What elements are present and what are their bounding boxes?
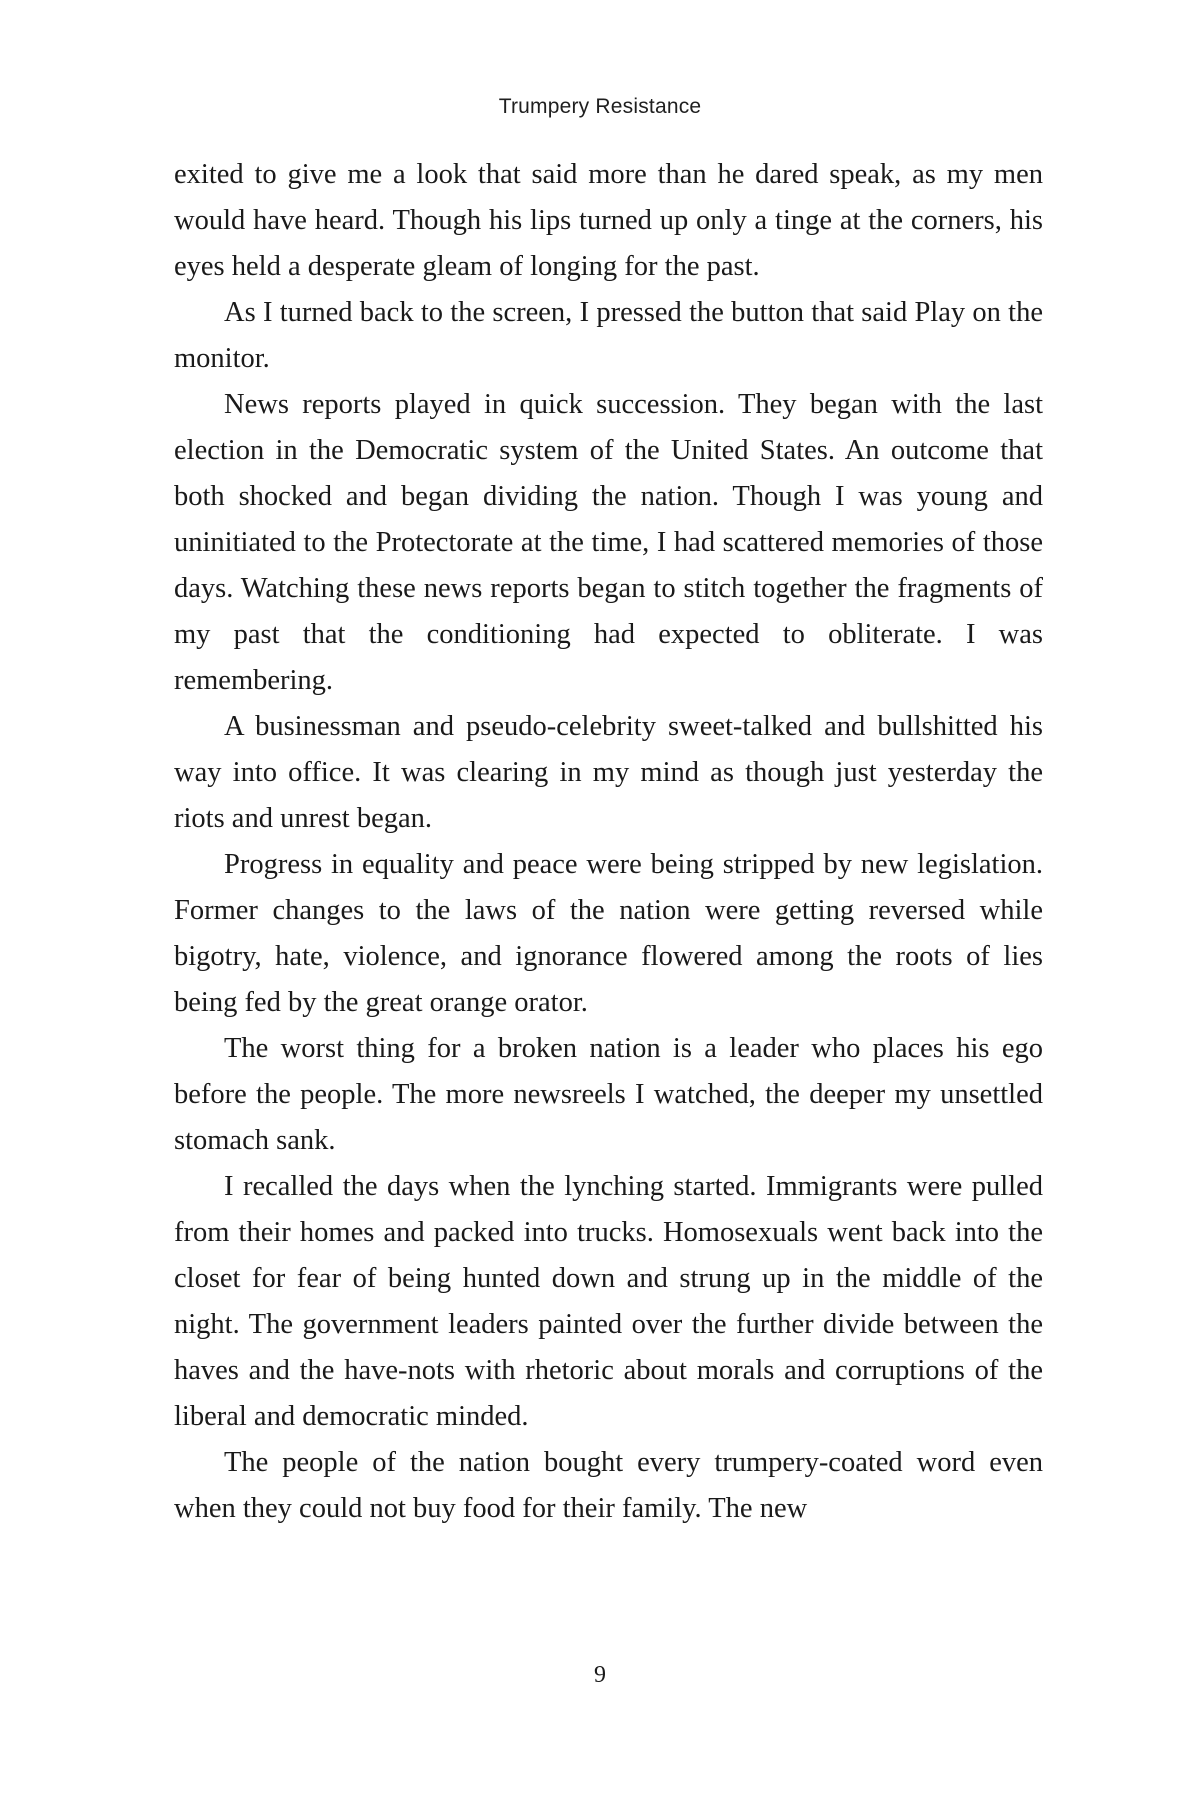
paragraph: Progress in equality and peace were being stripped by new legislation. Former changes to the laws of the nation were getting reversed while bigotry, hate, violence, and ignorance flowered among the roots of lies being fed by the great orange orator. xyxy=(174,849,1043,1018)
paragraph: exited to give me a look that said more than he dared speak, as my men would have heard. Though his lips turned up only a tinge at the corners, his eyes held a desperate gleam of longing for the past. xyxy=(174,159,1043,282)
paragraph: A businessman and pseudo-celebrity sweet-talked and bullshitted his way into office. It was clearing in my mind as though just yesterday the riots and unrest began. xyxy=(174,711,1043,834)
paragraph: The people of the nation bought every trumpery-coated word even when they could not buy food for their family. The new xyxy=(174,1447,1043,1524)
running-header: Trumpery Resistance xyxy=(498,95,702,118)
paragraph: I recalled the days when the lynching started. Immigrants were pulled from their homes and packed into trucks. Homosexuals went back into the closet for fear of being hunted down and strung up in the middle of the night. The government leaders painted over the further divide between the haves and the have-nots with rhetoric about morals and corruptions of the liberal and democratic minded. xyxy=(174,1171,1043,1432)
paragraph: The worst thing for a broken nation is a leader who places his ego before the people. The more newsreels I watched, the deeper my unsettled stomach sank. xyxy=(174,1033,1043,1156)
paragraph: News reports played in quick succession. They began with the last election in the Democratic system of the United States. An outcome that both shocked and began dividing the nation. Though I was young and uninitiated to the Protectorate at the time, I had scattered memories of those days. Watching these news reports began to stitch together the fragments of my past that the conditioning had expected to obliterate. I was remembering. xyxy=(174,389,1043,696)
paragraph: As I turned back to the screen, I pressed the button that said Play on the monitor. xyxy=(174,297,1043,374)
page-number: 9 xyxy=(594,1662,606,1688)
body-text xyxy=(174,152,1043,1532)
